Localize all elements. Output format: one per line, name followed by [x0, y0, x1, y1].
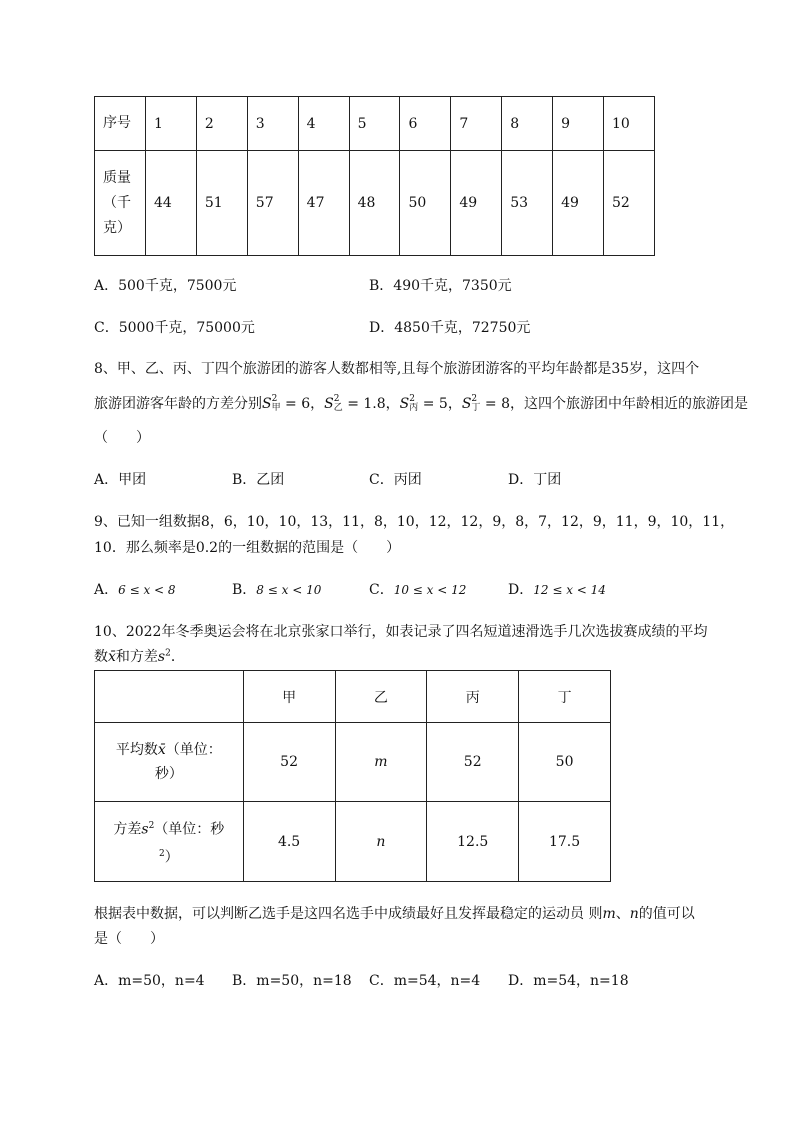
- table-header-cell: 丙: [427, 671, 519, 723]
- option-label: C．: [369, 582, 394, 598]
- option-label: D．: [508, 582, 534, 598]
- label-line: [95, 738, 243, 762]
- q8-line2: [94, 393, 748, 413]
- text: 数: [94, 649, 108, 665]
- table-cell: 17.5: [519, 802, 611, 882]
- table-header-cell: 甲: [243, 671, 335, 723]
- header-line: 质量: [103, 169, 131, 186]
- table-header-cell: 序号: [95, 97, 146, 151]
- table-cell: 3: [247, 97, 298, 151]
- mass-table: [94, 96, 655, 256]
- option-math: 8 ≤ x < 10: [256, 583, 322, 597]
- s-symbol: S: [399, 396, 410, 412]
- q10-line1: 10、2022年冬季奥运会将在北京张家口举行，如表记录了四名短道速滑选手几次选拔赛成绩的平均: [94, 624, 708, 640]
- q9-option-c: [369, 579, 466, 599]
- s-symbol: S: [324, 396, 334, 412]
- xbar-symbol: x̄: [108, 649, 116, 665]
- s-symbol: s: [141, 821, 149, 838]
- q8-line2-prefix: 旅游团游客年龄的方差分别: [94, 396, 262, 412]
- s-symbol: S: [461, 396, 472, 412]
- subscript: 丁: [471, 403, 481, 413]
- row-label-mean: [95, 723, 244, 802]
- q8-option-b: B．乙团: [232, 472, 285, 488]
- option-label: B．: [232, 582, 257, 598]
- superscript: 2: [158, 848, 165, 859]
- table-cell: 4: [298, 97, 349, 151]
- table-cell: m: [335, 723, 427, 802]
- s-symbol: S: [262, 396, 272, 412]
- text: （单位：: [165, 742, 222, 758]
- text: 、: [615, 906, 630, 922]
- table-cell: 57: [247, 151, 298, 256]
- s-scripts: [272, 395, 281, 413]
- text: 平均数: [115, 742, 158, 758]
- q10-option-c: C．m=54，n=4: [369, 973, 481, 989]
- m-symbol: m: [602, 906, 616, 922]
- text: 方差: [113, 821, 142, 838]
- text: ）: [164, 849, 179, 866]
- s-symbol: s: [157, 649, 166, 665]
- table-row: [95, 151, 655, 256]
- table-cell: 47: [298, 151, 349, 256]
- table-cell: 4.5: [243, 802, 335, 882]
- q10-option-d: D．m=54，n=18: [508, 973, 629, 989]
- subscript: 甲: [271, 403, 281, 413]
- q7-option-b: B．490千克，7350元: [369, 278, 512, 294]
- option-math: 10 ≤ x < 12: [393, 583, 467, 597]
- text: ．: [170, 649, 185, 665]
- table-row: [95, 97, 655, 151]
- superscript: 2: [409, 394, 415, 404]
- separator: ，: [385, 396, 400, 412]
- q8-option-c: C．丙团: [369, 472, 422, 488]
- skater-stats-table: [94, 670, 611, 882]
- table-cell: 1: [146, 97, 197, 151]
- table-header-cell: [95, 671, 244, 723]
- table-cell: 2: [196, 97, 247, 151]
- table-cell: 49: [451, 151, 502, 256]
- q10-line2: [94, 646, 185, 666]
- q7-option-c: C．5000千克，75000元: [94, 320, 255, 336]
- header-line: （千: [103, 194, 131, 211]
- n-symbol: n: [629, 906, 639, 922]
- table-cell: 5: [349, 97, 400, 151]
- superscript: 2: [333, 394, 340, 404]
- table-cell: 50: [519, 723, 611, 802]
- text: 和方差: [115, 649, 158, 665]
- superscript: 2: [271, 394, 278, 404]
- value-ding: = 8: [480, 396, 510, 412]
- label-line: 秒）: [154, 766, 183, 782]
- q8-option-a: A．甲团: [94, 472, 147, 488]
- option-math: 12 ≤ x < 14: [533, 583, 606, 597]
- q9-option-b: [232, 579, 321, 599]
- text: （单位：秒: [154, 821, 225, 838]
- q7-option-d: D．4850千克，72750元: [369, 320, 531, 336]
- q7-option-a: A．500千克，7500元: [94, 278, 237, 294]
- table-header-cell: 乙: [335, 671, 427, 723]
- table-cell: 44: [146, 151, 197, 256]
- table-cell: n: [335, 802, 427, 882]
- header-line: 克）: [103, 219, 131, 236]
- row-label-variance: [95, 802, 244, 882]
- table-cell: 48: [349, 151, 400, 256]
- table-cell: 10: [604, 97, 655, 151]
- separator: ，: [447, 396, 462, 412]
- table-cell: 52: [427, 723, 519, 802]
- value-yi: = 1.8: [342, 396, 386, 412]
- q8-line2-suffix: ，这四个旅游团中年龄相近的旅游团是: [509, 396, 748, 412]
- table-cell: 8: [502, 97, 553, 151]
- q10-conclusion-line1: [94, 903, 695, 923]
- table-cell: 49: [553, 151, 604, 256]
- option-math: 6 ≤ x < 8: [118, 583, 176, 597]
- table-row: [95, 723, 611, 802]
- table-cell: 7: [451, 97, 502, 151]
- text: 的值可以: [638, 906, 695, 922]
- value-jia: = 6: [280, 396, 311, 412]
- table-cell: 51: [196, 151, 247, 256]
- label-line: [95, 814, 243, 842]
- option-label: A．: [94, 582, 119, 598]
- q8-line1: 8、甲、乙、丙、丁四个旅游团的游客人数都相等,且每个旅游团游客的平均年龄都是35岁，这四个: [94, 361, 700, 377]
- table-cell: 50: [400, 151, 451, 256]
- subscript: 丙: [409, 403, 419, 413]
- table-cell: 52: [243, 723, 335, 802]
- q10-conclusion-line2: 是（ ）: [94, 931, 164, 947]
- q10-option-a: A．m=50，n=4: [94, 973, 205, 989]
- superscript: 2: [471, 394, 478, 404]
- table-cell: 52: [604, 151, 655, 256]
- superscript: 2: [165, 648, 171, 659]
- s-scripts: [409, 395, 418, 413]
- xbar-symbol: x̄: [157, 742, 166, 758]
- q9-line1: 9、已知一组数据8，6，10，10，13，11，8，10，12，12，9，8，7，12，9，11，9，10，11，: [94, 514, 735, 530]
- s-scripts: [334, 395, 343, 413]
- value-bing: = 5: [418, 396, 448, 412]
- table-cell: 12.5: [427, 802, 519, 882]
- subscript: 乙: [333, 403, 343, 413]
- table-header-cell: [95, 151, 146, 256]
- q9-option-a: [94, 579, 176, 599]
- q8-option-d: D．丁团: [508, 472, 562, 488]
- separator: ，: [310, 396, 325, 412]
- label-line: [95, 842, 243, 870]
- table-header-cell: 丁: [519, 671, 611, 723]
- superscript: 2: [148, 820, 155, 831]
- q8-paren: （ ）: [94, 430, 150, 446]
- q9-line2: 10．那么频率是0.2的一组数据的范围是（ ）: [94, 540, 401, 556]
- table-cell: 6: [400, 97, 451, 151]
- q10-option-b: B．m=50，n=18: [232, 973, 352, 989]
- text: 根据表中数据，可以判断乙选手是这四名选手中成绩最好且发挥最稳定的运动员 则: [94, 906, 603, 922]
- table-cell: 9: [553, 97, 604, 151]
- table-row: [95, 671, 611, 723]
- q9-option-d: [508, 579, 606, 599]
- table-cell: 53: [502, 151, 553, 256]
- table-row: [95, 802, 611, 882]
